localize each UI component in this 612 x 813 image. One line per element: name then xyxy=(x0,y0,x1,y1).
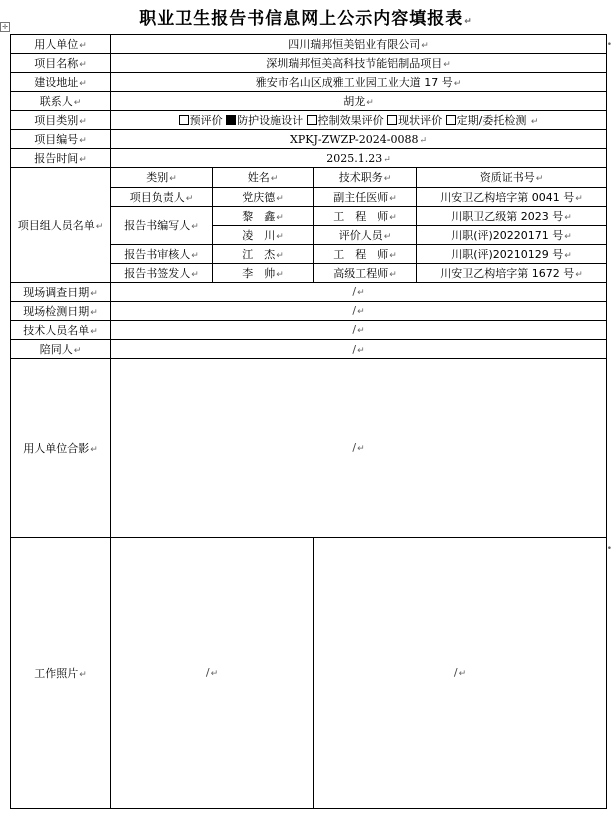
row-group-photo xyxy=(11,359,607,538)
category-checkbox-protection-design[interactable]: 防护设施设计 xyxy=(226,112,303,128)
end-of-row-marker-icon: • xyxy=(606,544,612,554)
category-options: 预评价 防护设施设计 控制效果评价 现状评价 定期/委托检测 ↵ xyxy=(111,111,607,130)
member-cert[interactable]: 川安卫乙构培字第 0041 号↵ xyxy=(417,187,607,206)
member-cert[interactable]: 川职(评)20220171 号↵ xyxy=(417,225,607,244)
team-header-cert: 资质证书号↵ xyxy=(417,168,607,187)
report-time-value[interactable]: 2025.1.23↵ xyxy=(111,149,607,168)
member-cert[interactable]: 川职(评)20210129 号↵ xyxy=(417,244,607,263)
row-category xyxy=(11,111,607,130)
row-survey-date xyxy=(11,282,607,301)
role-lead: 项目负责人↵ xyxy=(111,187,213,206)
row-test-date xyxy=(11,301,607,320)
escort-value[interactable]: /↵ xyxy=(111,340,607,359)
tech-staff-label: 技术人员名单↵ xyxy=(11,320,111,339)
checkbox-unchecked-icon xyxy=(179,115,189,125)
row-report-time xyxy=(11,149,607,168)
escort-label: 陪同人↵ xyxy=(11,340,111,359)
project-name-value[interactable]: 深圳瑞邦恒美高科技节能铝制品项目↵ xyxy=(111,54,607,73)
checkbox-unchecked-icon xyxy=(387,115,397,125)
disclosure-form-table xyxy=(10,34,607,809)
project-no-value[interactable]: XPKJ-ZWZP-2024-0088↵ xyxy=(111,130,607,149)
member-name[interactable]: 党庆德↵ xyxy=(213,187,314,206)
test-date-value[interactable]: /↵ xyxy=(111,301,607,320)
test-date-label: 现场检测日期↵ xyxy=(11,301,111,320)
group-photo-label: 用人单位合影↵ xyxy=(11,359,111,538)
member-title[interactable]: 工 程 师↵ xyxy=(314,244,417,263)
row-contact xyxy=(11,92,607,111)
group-photo-area[interactable]: /↵ xyxy=(111,359,607,538)
category-checkbox-status[interactable]: 现状评价 xyxy=(387,112,442,128)
survey-date-label: 现场调查日期↵ xyxy=(11,282,111,301)
row-project-no xyxy=(11,130,607,149)
member-cert[interactable]: 川安卫乙构培字第 1672 号↵ xyxy=(417,263,607,282)
checkbox-checked-icon xyxy=(226,115,236,125)
contact-label: 联系人↵ xyxy=(11,92,111,111)
work-photo-area-right[interactable]: /↵ xyxy=(314,537,607,808)
member-title[interactable]: 评价人员↵ xyxy=(314,225,417,244)
work-photos-label: 工作照片↵ xyxy=(11,537,111,808)
row-employer xyxy=(11,35,607,54)
employer-value[interactable]: 四川瑞邦恒美铝业有限公司↵ xyxy=(111,35,607,54)
employer-label: 用人单位↵ xyxy=(11,35,111,54)
team-header-category: 类别↵ xyxy=(111,168,213,187)
project-no-label: 项目编号↵ xyxy=(11,130,111,149)
survey-date-value[interactable]: /↵ xyxy=(111,282,607,301)
member-name[interactable]: 黎 鑫↵ xyxy=(213,206,314,225)
category-checkbox-periodic[interactable]: 定期/委托检测 xyxy=(446,112,527,128)
team-header-title: 技术职务↵ xyxy=(314,168,417,187)
form-title: 职业卫生报告书信息网上公示内容填报表↵ xyxy=(139,9,473,29)
row-escort xyxy=(11,340,607,359)
member-name[interactable]: 江 杰↵ xyxy=(213,244,314,263)
team-label: 项目组人员名单↵ xyxy=(11,168,111,282)
end-of-row-marker-icon: • xyxy=(606,40,612,50)
member-name[interactable]: 李 帅↵ xyxy=(213,263,314,282)
report-time-label: 报告时间↵ xyxy=(11,149,111,168)
contact-value[interactable]: 胡龙↵ xyxy=(111,92,607,111)
category-label: 项目类别↵ xyxy=(11,111,111,130)
address-label: 建设地址↵ xyxy=(11,73,111,92)
row-tech-staff xyxy=(11,320,607,339)
row-work-photos xyxy=(11,537,607,808)
category-checkbox-control-effect[interactable]: 控制效果评价 xyxy=(307,112,384,128)
work-photo-area-left[interactable]: /↵ xyxy=(111,537,314,808)
role-reviewer: 报告书审核人↵ xyxy=(111,244,213,263)
member-title[interactable]: 高级工程师↵ xyxy=(314,263,417,282)
address-value[interactable]: 雅安市名山区成雅工业园工业大道 17 号↵ xyxy=(111,73,607,92)
member-name[interactable]: 凌 川↵ xyxy=(213,225,314,244)
category-checkbox-pre-evaluation[interactable]: 预评价 xyxy=(179,112,223,128)
table-move-handle-icon[interactable]: ✛ xyxy=(0,22,10,32)
team-header-name: 姓名↵ xyxy=(213,168,314,187)
member-cert[interactable]: 川职卫乙级第 2023 号↵ xyxy=(417,206,607,225)
member-title[interactable]: 副主任医师↵ xyxy=(314,187,417,206)
team-header-row xyxy=(11,168,607,187)
role-signer: 报告书签发人↵ xyxy=(111,263,213,282)
role-writer: 报告书编写人↵ xyxy=(111,206,213,244)
checkbox-unchecked-icon xyxy=(307,115,317,125)
row-address xyxy=(11,73,607,92)
checkbox-unchecked-icon xyxy=(446,115,456,125)
tech-staff-value[interactable]: /↵ xyxy=(111,320,607,339)
row-project-name xyxy=(11,54,607,73)
project-name-label: 项目名称↵ xyxy=(11,54,111,73)
member-title[interactable]: 工 程 师↵ xyxy=(314,206,417,225)
